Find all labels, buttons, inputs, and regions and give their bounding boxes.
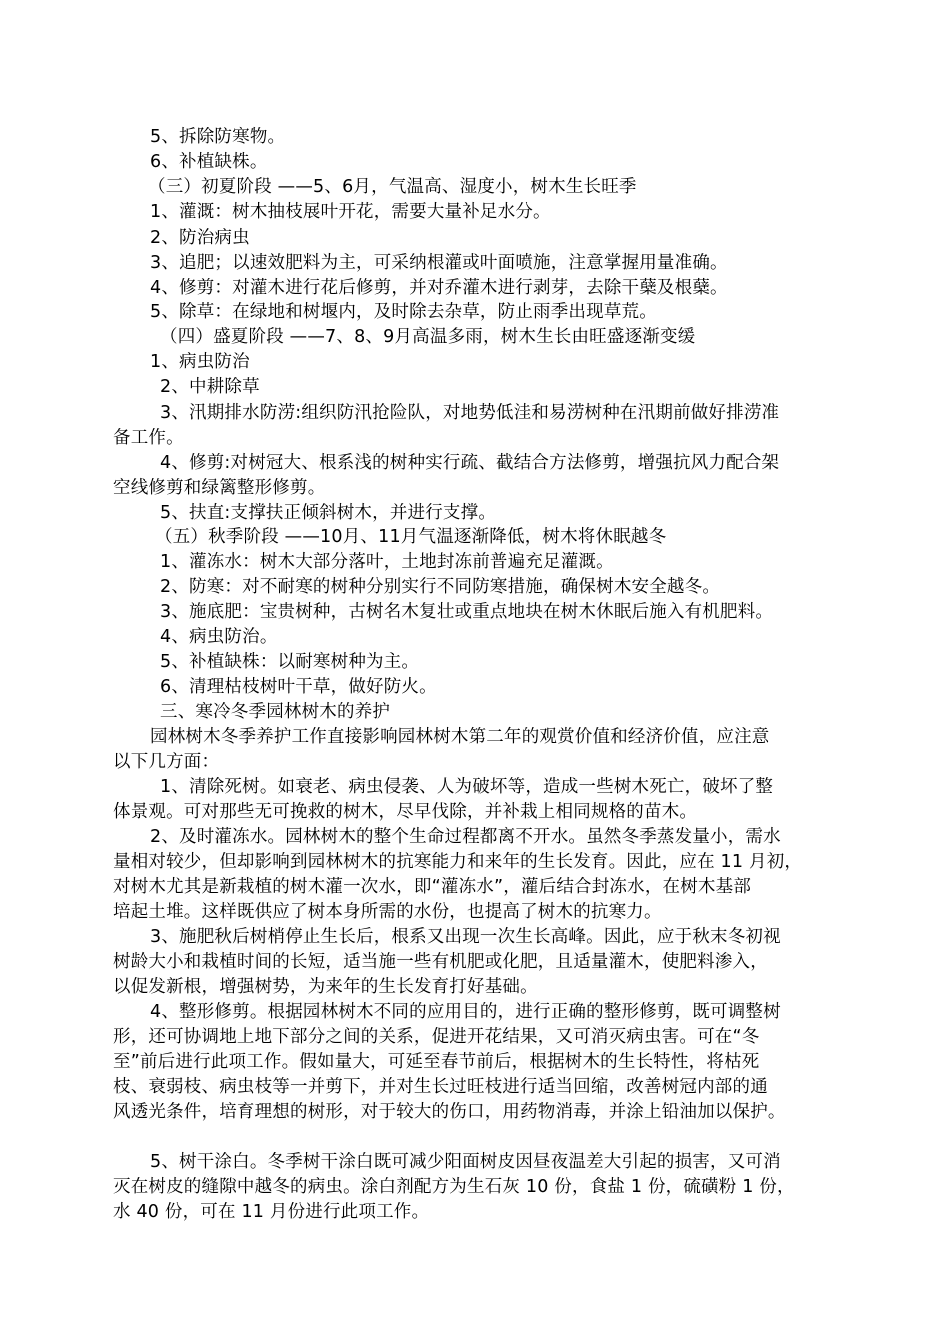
text-line: 5、扶直:支撑扶正倾斜树木，并进行支撑。 — [160, 503, 497, 523]
text-line: 体景观。可对那些无可挽救的树木，尽早伐除，并补栽上相同规格的苗木。 — [113, 802, 698, 822]
text-line: 枝、衰弱枝、病虫枝等一并剪下，并对生长过旺枝进行适当回缩，改善树冠内部的通 — [113, 1077, 768, 1097]
text-line: 5、树干涂白。冬季树干涂白既可减少阳面树皮因昼夜温差大引起的损害，又可消 — [150, 1152, 781, 1172]
text-line: 6、清理枯枝树叶干草，做好防火。 — [160, 677, 437, 697]
text-line: 风透光条件，培育理想的树形，对于较大的伤口，用药物消毒，并涂上铅油加以保护。 — [113, 1102, 786, 1122]
text-line: 2、及时灌冻水。园林树木的整个生命过程都离不开水。虽然冬季蒸发量小，需水 — [150, 827, 781, 847]
text-line: 水 40 份，可在 11 月份进行此项工作。 — [113, 1202, 430, 1222]
text-line: 以下几方面： — [113, 752, 220, 772]
text-line: 4、整形修剪。根据园林树木不同的应用目的，进行正确的整形修剪，既可调整树 — [150, 1002, 781, 1022]
text-line: 以促发新根，增强树势，为来年的生长发育打好基础。 — [113, 977, 538, 997]
text-line: 1、灌溉：树木抽枝展叶开花，需要大量补足水分。 — [150, 202, 551, 222]
text-line: 对树木尤其是新栽植的树木灌一次水，即“灌冻水”，灌后结合封冻水，在树木基部 — [113, 877, 752, 897]
text-line: 1、清除死树。如衰老、病虫侵袭、人为破坏等，造成一些树木死亡，破坏了整 — [160, 777, 774, 797]
text-line: 灭在树皮的缝隙中越冬的病虫。涂白剂配方为生石灰 10 份，食盐 1 份，硫磺粉 1 份， — [113, 1177, 795, 1197]
text-line: 3、追肥；以速效肥料为主，可采纳根灌或叶面喷施，注意掌握用量准确。 — [150, 253, 728, 273]
text-line: 形，还可协调地上地下部分之间的关系，促进开花结果，又可消灭病虫害。可在“冬 — [113, 1027, 760, 1047]
text-line: 6、补植缺株。 — [150, 152, 268, 172]
text-line: 1、病虫防治 — [150, 352, 250, 372]
text-line: 2、防治病虫 — [150, 228, 250, 248]
text-line: 空线修剪和绿篱整形修剪。 — [113, 478, 326, 498]
text-line: 4、病虫防治。 — [160, 627, 278, 647]
text-line: 培起土堆。这样既供应了树本身所需的水份，也提高了树木的抗寒力。 — [113, 902, 662, 922]
section-heading: 三、寒冷冬季园林树木的养护 — [160, 702, 391, 722]
text-line: 4、修剪：对灌木进行花后修剪，并对乔灌木进行剥芽，去除干蘖及根蘖。 — [150, 278, 728, 298]
text-line: 3、施底肥：宝贵树种，古树名木复壮或重点地块在树木休眠后施入有机肥料。 — [160, 602, 774, 622]
text-line: 5、补植缺株：以耐寒树种为主。 — [160, 652, 420, 672]
text-line: 园林树木冬季养护工作直接影响园林树木第二年的观赏价值和经济价值，应注意 — [150, 727, 770, 747]
text-line: 5、拆除防寒物。 — [150, 127, 286, 147]
text-line: 树龄大小和栽植时间的长短，适当施一些有机肥或化肥，且适量灌木，使肥料渗入， — [113, 952, 768, 972]
text-line: 2、中耕除草 — [160, 377, 260, 397]
section-heading: （三）初夏阶段 ——5、6月，气温高、湿度小，树木生长旺季 — [148, 177, 637, 197]
text-line: 3、施肥秋后树梢停止生长后，根系又出现一次生长高峰。因此，应于秋末冬初视 — [150, 927, 781, 947]
text-line: 备工作。 — [113, 428, 184, 448]
text-line: 2、防寒：对不耐寒的树种分别实行不同防寒措施，确保树木安全越冬。 — [160, 577, 721, 597]
text-line: 4、修剪:对树冠大、根系浅的树种实行疏、截结合方法修剪，增强抗风力配合架 — [160, 453, 780, 473]
text-line: 量相对较少，但却影响到园林树木的抗寒能力和来年的生长发育。因此，应在 11 月初， — [113, 852, 803, 872]
text-line: 5、除草：在绿地和树堰内，及时除去杂草，防止雨季出现草荒。 — [150, 302, 657, 322]
text-line: 3、汛期排水防涝:组织防汛抢险队，对地势低洼和易涝树种在汛期前做好排涝准 — [160, 403, 780, 423]
text-line: 1、灌冻水：树木大部分落叶，土地封冻前普遍充足灌溉。 — [160, 552, 614, 572]
section-heading: （四）盛夏阶段 ——7、8、9月高温多雨，树木生长由旺盛逐渐变缓 — [160, 327, 696, 347]
text-line: 至”前后进行此项工作。假如量大，可延至春节前后，根据树木的生长特性，将枯死 — [113, 1052, 760, 1072]
section-heading: （五）秋季阶段 ——10月、11月气温逐渐降低，树木将休眠越冬 — [155, 527, 667, 547]
